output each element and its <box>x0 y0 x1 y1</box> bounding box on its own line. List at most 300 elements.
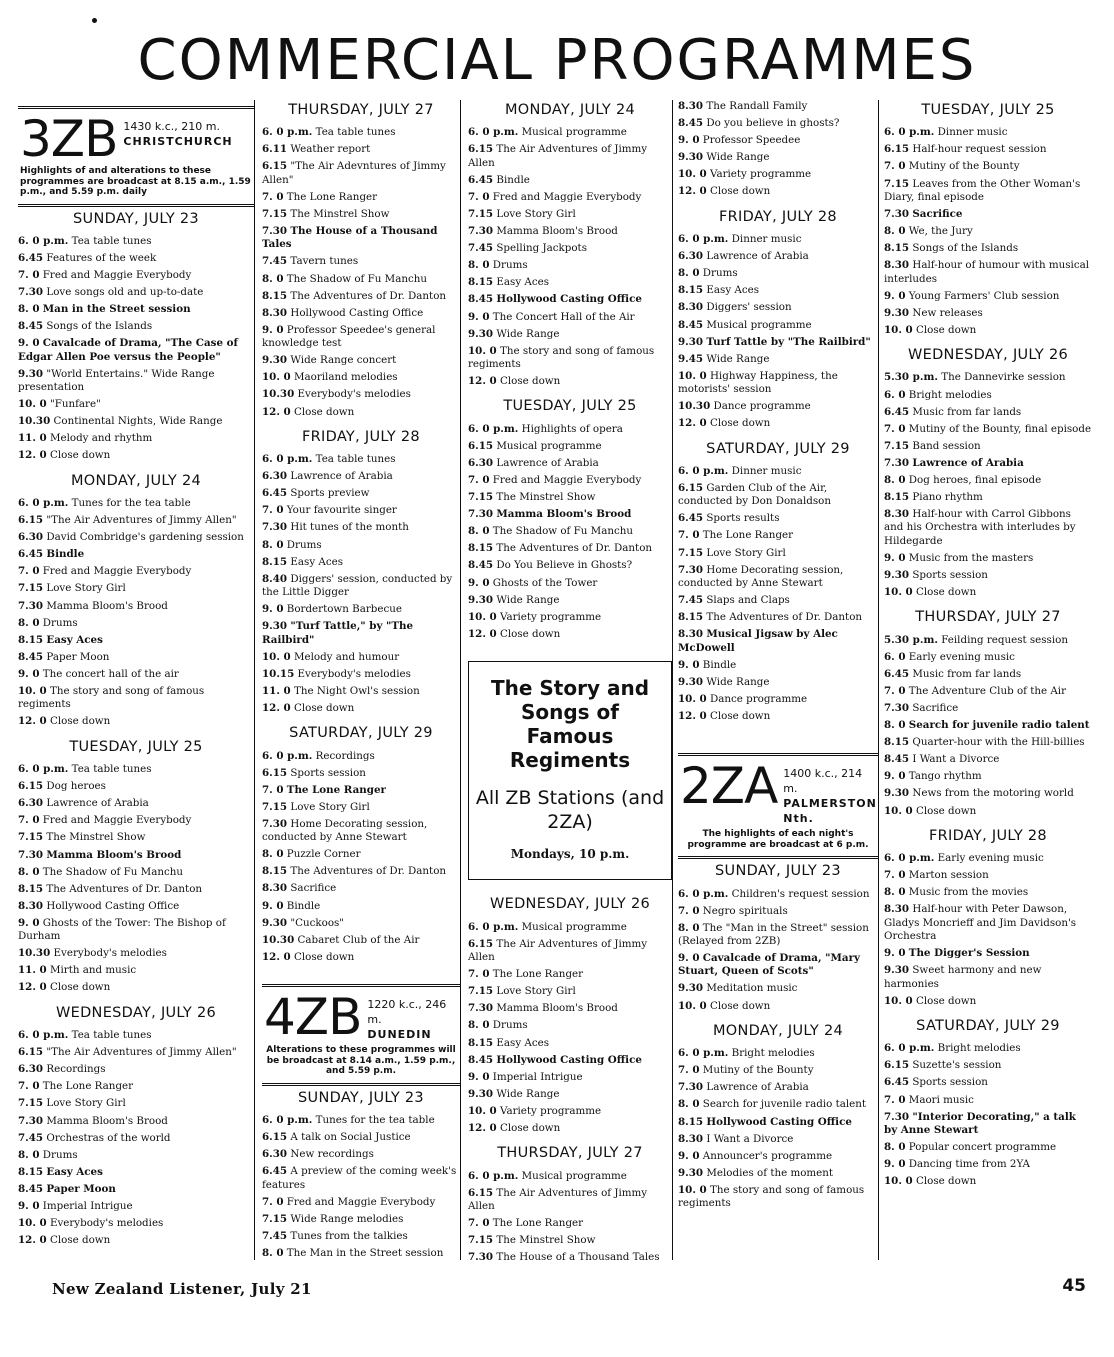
programme-time: 12. 0 <box>678 417 707 430</box>
programme-title: Melody and rhythm <box>49 432 153 445</box>
programme-time: 9. 0 <box>262 323 284 336</box>
programme-title: The Adventures of Dr. Danton <box>706 611 863 624</box>
programme-title: Musical Jigsaw by Alec McDowell <box>678 628 838 654</box>
programme-item <box>18 235 254 248</box>
programme-title: David Combridge's gardening session <box>46 531 244 544</box>
programme-item <box>262 818 460 845</box>
programme-time: 7.15 <box>262 800 288 813</box>
programme-time: 10.30 <box>18 415 51 428</box>
programme-title: New recordings <box>290 1148 374 1161</box>
programme-time: 10. 0 <box>262 371 291 384</box>
programme-title: Continental Nights, Wide Range <box>53 415 223 428</box>
day-heading: MONDAY, JULY 24 <box>712 1022 843 1039</box>
programme-title: The story and song of famous regiments <box>18 685 205 711</box>
programme-item <box>884 440 1092 453</box>
schedule-3zb <box>18 210 254 1248</box>
programme-title: The Adventures of Dr. Danton <box>290 865 447 878</box>
programme-item <box>884 903 1092 943</box>
programme-title: The Minstrel Show <box>46 831 146 844</box>
programme-title: Garden Club of the Air, conducted by Don Donaldson <box>678 481 831 508</box>
programme-time: 6.30 <box>262 470 288 483</box>
page-number: 45 <box>1062 1276 1086 1296</box>
programme-item <box>18 883 254 896</box>
programme-title: Wide Range <box>496 593 560 606</box>
programme-time: 9.30 <box>262 354 288 367</box>
programme-item <box>884 668 1092 681</box>
programme-title: Tunes for the tea table <box>71 497 191 510</box>
programme-time: 6.15 <box>18 1046 44 1059</box>
programme-title: Do You Believe in Ghosts? <box>496 559 633 572</box>
programme-item <box>468 1071 672 1084</box>
programme-title: Mamma Bloom's Brood <box>496 1002 618 1015</box>
programme-item <box>678 353 878 366</box>
programme-time: 8.45 <box>468 293 494 306</box>
programme-item <box>468 474 672 487</box>
programme-item <box>262 324 460 351</box>
programme-time: 7.45 <box>18 1131 44 1144</box>
programme-title: New releases <box>912 306 983 319</box>
station-note: Alterations to these programmes will be broadcast at 8.14 a.m., 1.59 p.m., and 5.59 p.m. <box>266 1045 456 1077</box>
programme-title: Wide Range concert <box>290 354 397 367</box>
programme-time: 6. 0 p.m. <box>678 887 729 900</box>
programme-time: 6.15 <box>262 766 288 779</box>
programme-title: Love Story Girl <box>290 800 370 813</box>
programme-time: 8. 0 <box>262 538 284 551</box>
programme-time: 8. 0 <box>884 1140 906 1153</box>
programme-time: 7. 0 <box>884 1093 906 1106</box>
programme-title: Close down <box>709 417 771 430</box>
programme-item <box>18 780 254 793</box>
programme-time: 6.15 <box>262 160 288 173</box>
programme-item <box>884 685 1092 698</box>
programme-time: 9.30 <box>678 1166 704 1179</box>
programme-item <box>468 242 672 255</box>
programme-item <box>262 573 460 600</box>
programme-item <box>468 1105 672 1118</box>
programme-item <box>468 542 672 555</box>
programme-title: Drums <box>702 267 738 280</box>
programme-item <box>18 320 254 333</box>
programme-time: 6.15 <box>18 780 44 793</box>
programme-item <box>18 432 254 445</box>
programme-time: 7. 0 <box>678 1064 700 1077</box>
programme-title: The Adventures of Dr. Danton <box>496 542 653 555</box>
programme-time: 6. 0 p.m. <box>262 749 313 762</box>
programme-item <box>18 1217 254 1230</box>
programme-item <box>468 345 672 372</box>
programme-item <box>884 736 1092 749</box>
programme-time: 6.15 <box>262 1131 288 1144</box>
programme-title: Tea table tunes <box>315 453 396 466</box>
programme-item <box>18 814 254 827</box>
programme-title: Bindle <box>496 173 530 186</box>
programme-item <box>468 491 672 504</box>
programme-time: 8. 0 <box>884 719 906 732</box>
programme-title: Musical programme <box>521 1169 627 1182</box>
programme-time: 7.30 <box>468 225 494 238</box>
programme-item <box>18 1097 254 1110</box>
programme-time: 6. 0 p.m. <box>262 453 313 466</box>
programme-title: Hollywood Casting Office <box>706 1115 852 1128</box>
programme-item <box>468 1251 672 1260</box>
programme-title: Leaves from the Other Woman's Diary, final episode <box>884 177 1081 203</box>
programme-item <box>262 620 460 647</box>
programme-title: Imperial Intrigue <box>492 1070 583 1083</box>
programme-item <box>468 375 672 388</box>
programme-title: The Air Adventures of Jimmy Allen <box>468 143 648 169</box>
programme-time: 6.30 <box>468 456 494 469</box>
programme-title: Diggers' session <box>706 301 792 314</box>
programme-item <box>468 968 672 981</box>
programme-item <box>678 628 878 655</box>
programme-time: 8.15 <box>18 1165 44 1178</box>
programme-time: 8.15 <box>678 611 704 624</box>
programme-time: 6.45 <box>18 251 44 264</box>
programme-time: 7.15 <box>18 831 44 844</box>
schedule-2za <box>678 865 878 1210</box>
programme-title: Drums <box>492 1019 528 1032</box>
programme-title: Meditation music <box>706 982 798 995</box>
programme-item <box>262 1131 460 1144</box>
programme-item <box>884 307 1092 320</box>
programme-item <box>262 865 460 878</box>
programme-time: 7.30 <box>468 508 494 521</box>
programme-item <box>262 882 460 895</box>
programme-item <box>678 922 878 949</box>
programme-title: The story and song of famous regiments <box>468 344 655 371</box>
programme-time: 7.30 <box>18 1114 44 1127</box>
programme-title: Your favourite singer <box>286 504 397 517</box>
schedule-4zb-cont2 <box>468 898 672 1260</box>
programme-time: 9. 0 <box>262 603 284 616</box>
programme-time: 7.30 <box>468 1251 494 1260</box>
programme-time: 7. 0 <box>884 684 906 697</box>
programme-item <box>884 702 1092 715</box>
programme-item <box>468 985 672 998</box>
day-heading: TUESDAY, JULY 25 <box>503 398 637 415</box>
programme-title: Variety programme <box>499 610 602 623</box>
programme-title: Dance programme <box>713 400 811 413</box>
column-4 <box>678 100 879 1260</box>
programme-item <box>678 1000 878 1013</box>
programme-item <box>678 547 878 560</box>
programme-time: 8.30 <box>884 259 910 272</box>
programme-title: Tea table tunes <box>71 763 152 776</box>
programme-title: Features of the week <box>46 251 157 264</box>
programme-item <box>884 423 1092 436</box>
programme-title: The Randall Family <box>706 100 808 112</box>
programme-item <box>884 1059 1092 1072</box>
programme-time: 7. 0 <box>884 422 906 435</box>
programme-title: The Lone Ranger <box>42 1080 134 1093</box>
programme-title: "The Air Adventures of Jimmy Allen" <box>46 1046 237 1059</box>
station-city: CHRISTCHURCH <box>123 135 233 148</box>
programme-item <box>18 763 254 776</box>
programme-item <box>678 1081 878 1094</box>
programme-item <box>884 947 1092 960</box>
programme-time: 6. 0 p.m. <box>262 126 313 139</box>
programme-time: 9. 0 <box>884 770 906 783</box>
programme-item <box>884 259 1092 286</box>
programme-item <box>678 693 878 706</box>
programme-item <box>468 225 672 238</box>
programme-item <box>18 1183 254 1196</box>
programme-time: 8. 0 <box>678 921 700 934</box>
programme-time: 8.15 <box>884 491 910 504</box>
programme-time: 9. 0 <box>884 289 906 302</box>
promo-time: Mondays, 10 p.m. <box>510 847 630 862</box>
programme-title: Close down <box>293 405 355 418</box>
programme-item <box>884 586 1092 599</box>
programme-item <box>678 301 878 314</box>
programme-title: Lawrence of Arabia <box>496 456 599 469</box>
programme-time: 12. 0 <box>18 449 47 462</box>
programme-item <box>468 191 672 204</box>
programme-time: 8.15 <box>18 633 44 646</box>
programme-title: Close down <box>49 981 111 994</box>
programme-title: "Funfare" <box>49 398 101 411</box>
programme-time: 7.45 <box>678 594 704 607</box>
programme-item <box>18 1046 254 1059</box>
programme-time: 10. 0 <box>678 369 707 382</box>
programme-title: Mutiny of the Bounty, final episode <box>908 422 1092 435</box>
programme-title: "The Air Adventures of Jimmy Allen" <box>46 514 237 527</box>
programme-item <box>468 525 672 538</box>
programme-time: 6. 0 p.m. <box>18 763 69 776</box>
programme-time: 9.30 <box>262 620 288 633</box>
ink-dot <box>92 18 97 23</box>
programme-item <box>884 1111 1092 1138</box>
programme-time: 10. 0 <box>884 994 913 1007</box>
programme-time: 6.15 <box>884 1059 910 1072</box>
programme-title: Wide Range <box>706 352 770 365</box>
programme-title: Popular concert programme <box>908 1140 1057 1153</box>
programme-title: Mamma Bloom's Brood <box>46 599 168 612</box>
programme-title: Ghosts of the Tower <box>492 576 598 589</box>
programme-item <box>678 100 878 113</box>
programme-item <box>262 668 460 681</box>
programme-time: 8.15 <box>18 882 44 895</box>
programme-time: 9. 0 <box>468 1070 490 1083</box>
programme-title: Quarter-hour with the Hill-billies <box>912 736 1085 749</box>
programme-title: Easy Aces <box>46 633 103 646</box>
programme-time: 7.15 <box>884 177 910 190</box>
programme-title: Marton session <box>908 869 989 882</box>
page-title: COMMERCIAL PROGRAMMES <box>137 28 977 93</box>
programme-title: Man in the Street session <box>42 303 191 316</box>
programme-item <box>884 225 1092 238</box>
programme-item <box>262 354 460 367</box>
programme-item <box>262 917 460 930</box>
programme-item <box>262 208 460 221</box>
programme-time: 11. 0 <box>18 432 47 445</box>
programme-time: 9.30 <box>678 982 704 995</box>
programme-time: 9. 0 <box>18 337 40 350</box>
programme-time: 10. 0 <box>262 650 291 663</box>
programme-time: 9.30 <box>884 568 910 581</box>
programme-title: Maori music <box>908 1093 974 1106</box>
programme-title: Mamma Bloom's Brood <box>46 1114 168 1127</box>
programme-item <box>468 423 672 436</box>
programme-item <box>678 905 878 918</box>
day-heading: FRIDAY, JULY 28 <box>302 428 420 445</box>
programme-title: A preview of the coming week's features <box>262 1165 457 1191</box>
programme-item <box>678 529 878 542</box>
programme-title: Cavalcade of Drama, "Mary Stuart, Queen of Scots" <box>678 952 860 978</box>
programme-time: 7.15 <box>468 491 494 504</box>
programme-time: 6.15 <box>884 143 910 156</box>
programme-title: Cabaret Club of the Air <box>297 933 420 946</box>
day-heading: SUNDAY, JULY 23 <box>715 863 841 880</box>
programme-item <box>678 676 878 689</box>
programme-time: 8. 0 <box>18 865 40 878</box>
programme-title: The Concert Hall of the Air <box>492 310 635 323</box>
programme-item <box>884 805 1092 818</box>
programme-item <box>468 276 672 289</box>
programme-item <box>18 303 254 316</box>
programme-time: 12. 0 <box>678 185 707 198</box>
programme-title: Wide Range <box>706 675 770 688</box>
programme-title: Recordings <box>46 1063 106 1076</box>
programme-time: 9.30 <box>678 675 704 688</box>
programme-title: Easy Aces <box>290 555 343 568</box>
programme-time: 6.45 <box>262 1165 288 1178</box>
programme-title: Fred and Maggie Everybody <box>492 190 642 203</box>
programme-item <box>468 174 672 187</box>
programme-time: 8.15 <box>468 276 494 289</box>
day-heading: SATURDAY, JULY 29 <box>706 440 850 457</box>
programme-title: Half-hour request session <box>912 143 1047 156</box>
programme-item <box>262 750 460 763</box>
programme-time: 8. 0 <box>678 267 700 280</box>
programme-time: 8. 0 <box>884 473 906 486</box>
programme-title: The Minstrel Show <box>496 1234 596 1247</box>
programme-title: Recordings <box>315 749 375 762</box>
programme-title: I Want a Divorce <box>912 753 1000 766</box>
programme-item <box>884 552 1092 565</box>
programme-item <box>884 508 1092 548</box>
programme-time: 9.30 <box>678 151 704 164</box>
programme-time: 8. 0 <box>884 225 906 238</box>
programme-item <box>884 1076 1092 1089</box>
programme-title: Tea table tunes <box>71 234 152 247</box>
programme-time: 7.15 <box>678 546 704 559</box>
station-frequency: 1220 k.c., 246 m. <box>367 998 447 1027</box>
programme-time: 7.30 <box>18 848 44 861</box>
programme-time: 10. 0 <box>468 344 497 357</box>
programme-time: 10.30 <box>678 400 711 413</box>
programme-time: 10. 0 <box>468 1104 497 1117</box>
programme-time: 8.15 <box>468 1036 494 1049</box>
programme-title: Music from the movies <box>908 886 1029 899</box>
programme-title: Fred and Maggie Everybody <box>42 565 192 578</box>
programme-title: Songs of the Islands <box>912 242 1019 255</box>
programme-title: Fred and Maggie Everybody <box>286 1195 436 1208</box>
programme-time: 7. 0 <box>18 268 40 281</box>
programme-time: 6.45 <box>468 173 494 186</box>
day-heading: WEDNESDAY, JULY 26 <box>907 347 1068 364</box>
programme-title: Home Decorating session, conducted by Anne Stewart <box>678 563 844 589</box>
programme-item <box>678 482 878 509</box>
programme-time: 6.45 <box>262 487 288 500</box>
programme-item <box>678 564 878 591</box>
programme-title: Half-hour with Peter Dawson, Gladys Moncrieff and Jim Davidson's Orchestra <box>884 903 1077 943</box>
programme-item <box>262 487 460 500</box>
programme-title: Sacrifice <box>290 882 337 895</box>
programme-item <box>18 797 254 810</box>
programme-title: Slaps and Claps <box>706 594 790 607</box>
programme-item <box>18 1080 254 1093</box>
programme-item <box>468 208 672 221</box>
programme-title: Ghosts of the Tower: The Bishop of Durham <box>18 916 226 943</box>
programme-time: 9.45 <box>678 352 704 365</box>
programme-title: Hollywood Casting Office <box>496 293 642 306</box>
programme-time: 9.30 <box>468 327 494 340</box>
programme-title: The Night Owl's session <box>293 684 420 697</box>
programme-time: 7.15 <box>468 207 494 220</box>
programme-time: 9.30 <box>678 335 704 348</box>
programme-item <box>884 1094 1092 1107</box>
programme-item <box>468 1088 672 1101</box>
programme-item <box>678 370 878 397</box>
programme-title: Close down <box>915 804 977 817</box>
programme-item <box>884 126 1092 139</box>
programme-title: The concert hall of the air <box>42 667 179 680</box>
programme-title: Dog heroes, final episode <box>908 473 1042 486</box>
programme-item <box>678 710 878 723</box>
programme-item <box>468 508 672 521</box>
programme-item <box>678 1133 878 1146</box>
programme-item <box>262 556 460 569</box>
programme-time: 6.15 <box>468 937 494 950</box>
programme-item <box>678 233 878 246</box>
programme-title: Home Decorating session, conducted by Anne Stewart <box>262 817 428 844</box>
programme-time: 8. 0 <box>18 1148 40 1161</box>
programme-time: 6. 0 p.m. <box>468 1169 519 1182</box>
programme-item <box>678 417 878 430</box>
promo-title: The Story and Songs of Famous Regiments <box>490 676 650 773</box>
programme-title: The Lone Ranger <box>492 968 584 981</box>
programme-item <box>18 981 254 994</box>
programme-time: 8. 0 <box>884 886 906 899</box>
programme-item <box>468 328 672 341</box>
programme-title: Tavern tunes <box>290 255 359 268</box>
schedule-3zb-cont <box>262 104 460 964</box>
programme-item <box>18 415 254 428</box>
programme-title: Weather report <box>290 143 371 156</box>
programme-title: Musical programme <box>706 318 812 331</box>
programme-item <box>262 767 460 780</box>
programme-time: 8.15 <box>678 1115 704 1128</box>
programme-title: Easy Aces <box>496 1036 549 1049</box>
programme-time: 8.45 <box>468 559 494 572</box>
programme-item <box>262 290 460 303</box>
programme-title: The "Man in the Street" session (Relayed from 2ZB) <box>678 921 869 947</box>
programme-title: Maoriland melodies <box>293 371 398 384</box>
programme-title: Easy Aces <box>496 276 549 289</box>
programme-item <box>468 1002 672 1015</box>
programme-title: Early evening music <box>937 852 1044 865</box>
programme-time: 9.30 <box>884 787 910 800</box>
programme-item <box>18 514 254 527</box>
programme-item <box>18 1149 254 1162</box>
programme-item <box>678 1184 878 1211</box>
programme-title: The Lone Ranger <box>286 190 378 203</box>
programme-item <box>18 900 254 913</box>
programme-item <box>262 784 460 797</box>
programme-title: Sports preview <box>290 487 370 500</box>
programme-time: 7.45 <box>262 1229 288 1242</box>
